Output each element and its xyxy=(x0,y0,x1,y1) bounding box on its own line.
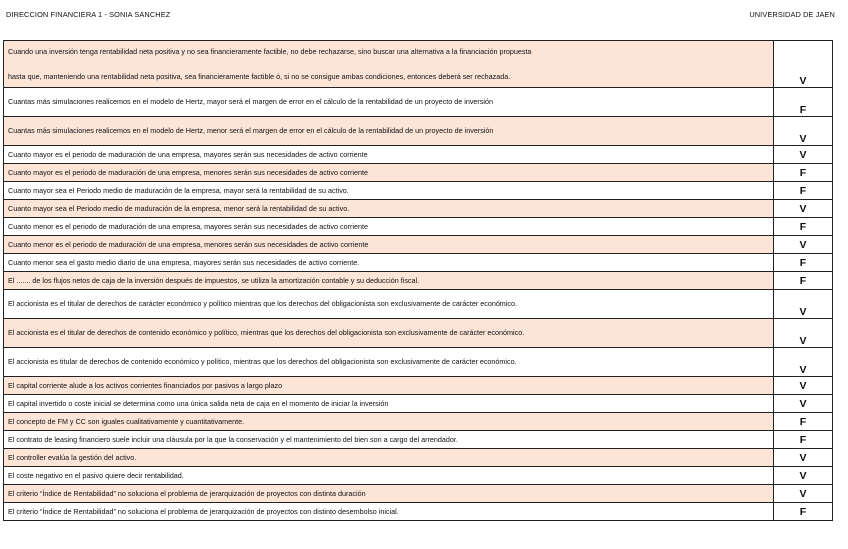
table-row xyxy=(4,182,833,200)
answer-cell: V xyxy=(774,117,833,146)
table-row xyxy=(4,41,833,88)
question-text: Cuantas más simulaciones realicemos en el modelo de Hertz, mayor será el margen de error en el cálculo de la rentabilidad de un proyecto de inversión xyxy=(4,88,774,117)
table-row xyxy=(4,146,833,164)
table-row xyxy=(4,485,833,503)
answer-cell: V xyxy=(774,348,833,377)
question-text: Cuantas más simulaciones realicemos en el modelo de Hertz, menor será el margen de error en el cálculo de la rentabilidad de un proyecto de inversión xyxy=(4,117,774,146)
question-text: Cuanto mayor es el periodo de maduración de una empresa, mayores serán sus necesidades de activo corriente xyxy=(4,146,774,164)
header-institution: UNIVERSIDAD DE JAEN xyxy=(749,10,835,19)
question-text: El capital invertido o coste inicial se determina como una única salida neta de caja en el momento de iniciar la inversión xyxy=(4,395,774,413)
table-row xyxy=(4,431,833,449)
question-text: El controller evalúa la gestión del activo. xyxy=(4,449,774,467)
question-text: Cuanto mayor es el periodo de maduración de una empresa, menores serán sus necesidades de activo corriente xyxy=(4,164,774,182)
table-row xyxy=(4,413,833,431)
answer-cell: V xyxy=(774,395,833,413)
questions-table xyxy=(3,40,833,521)
answer-cell: F xyxy=(774,88,833,117)
table-row xyxy=(4,395,833,413)
question-text: El ....... de los flujos netos de caja de la inversión después de impuestos, se utiliza la amortización contable y su deducción fiscal. xyxy=(4,272,774,290)
question-text: El accionista es titular de derechos de contenido económico y político, mientras que los derechos del obligacionista son exclusivamente de carácter económico. xyxy=(4,348,774,377)
table-row xyxy=(4,88,833,117)
table-row xyxy=(4,290,833,319)
question-text xyxy=(4,41,774,88)
question-text: Cuanto mayor sea el Periodo medio de maduración de la empresa, menor será la rentabilidad de su activo. xyxy=(4,200,774,218)
table-row xyxy=(4,164,833,182)
question-text: El criterio “Índice de Rentabilidad” no soluciona el problema de jerarquización de proyectos con distinto desembolso inicial. xyxy=(4,503,774,521)
header-author: DIRECCION FINANCIERA 1 - SONIA SANCHEZ xyxy=(6,10,171,19)
table-row xyxy=(4,236,833,254)
answer-cell: V xyxy=(774,236,833,254)
answer-cell: V xyxy=(774,467,833,485)
answer-cell: F xyxy=(774,218,833,236)
answer-cell: V xyxy=(774,200,833,218)
question-text: El concepto de FM y CC son iguales cualitativamente y cuantitativamente. xyxy=(4,413,774,431)
table-row xyxy=(4,218,833,236)
answer-cell: V xyxy=(774,449,833,467)
table-row xyxy=(4,348,833,377)
question-text: El criterio “Índice de Rentabilidad” no soluciona el problema de jerarquización de proyectos con distinta duración xyxy=(4,485,774,503)
question-text: Cuanto menor es el periodo de maduración de una empresa, menores serán sus necesidades de activo corriente xyxy=(4,236,774,254)
answer-cell: F xyxy=(774,272,833,290)
table-row xyxy=(4,117,833,146)
question-text: El coste negativo en el pasivo quiere decir rentabilidad. xyxy=(4,467,774,485)
question-text: El capital corriente alude a los activos corrientes financiados por pasivos a largo plazo xyxy=(4,377,774,395)
answer-cell: F xyxy=(774,431,833,449)
table-row xyxy=(4,319,833,348)
answer-cell: F xyxy=(774,254,833,272)
question-text: Cuanto mayor sea el Periodo medio de maduración de la empresa, mayor será la rentabilidad de su activo. xyxy=(4,182,774,200)
question-text: El accionista es el titular de derechos de carácter económico y político mientras que los derechos del obligacionista son exclusivamente de carácter económico. xyxy=(4,290,774,319)
answer-cell: V xyxy=(774,485,833,503)
question-text: Cuanto menor sea el gasto medio diario de una empresa, mayores serán sus necesidades de activo corriente. xyxy=(4,254,774,272)
answer-cell: V xyxy=(774,377,833,395)
answer-cell: V xyxy=(774,146,833,164)
answer-cell: F xyxy=(774,164,833,182)
table-row xyxy=(4,467,833,485)
table-row xyxy=(4,377,833,395)
page-header xyxy=(6,10,835,24)
table-row xyxy=(4,449,833,467)
table-row xyxy=(4,200,833,218)
question-text: El accionista es el titular de derechos de contenido económico y político, mientras que los derechos del obligacionista son exclusivamente de carácter económico. xyxy=(4,319,774,348)
question-line: hasta que, manteniendo una rentabilidad neta positiva, sea financieramente factible ó, si no se consigue ambas condiciones, entonces deberá ser rechazada. xyxy=(8,71,511,81)
question-line: Cuando una inversión tenga rentabilidad neta positiva y no sea financieramente factible, no debe rechazarse, sino buscar una alternativa a la financiación propuesta xyxy=(8,46,532,56)
answer-cell: V xyxy=(774,319,833,348)
answer-cell: V xyxy=(774,290,833,319)
table-row xyxy=(4,503,833,521)
answer-cell: V xyxy=(774,41,833,88)
table-row xyxy=(4,272,833,290)
question-text: Cuanto menor es el periodo de maduración de una empresa, mayores serán sus necesidades de activo corriente xyxy=(4,218,774,236)
answer-cell: F xyxy=(774,503,833,521)
answer-cell: F xyxy=(774,182,833,200)
question-text: El contrato de leasing financiero suele incluir una cláusula por la que la conservación y el mantenimiento del bien son a cargo del arrendador. xyxy=(4,431,774,449)
answer-cell: F xyxy=(774,413,833,431)
table-row xyxy=(4,254,833,272)
